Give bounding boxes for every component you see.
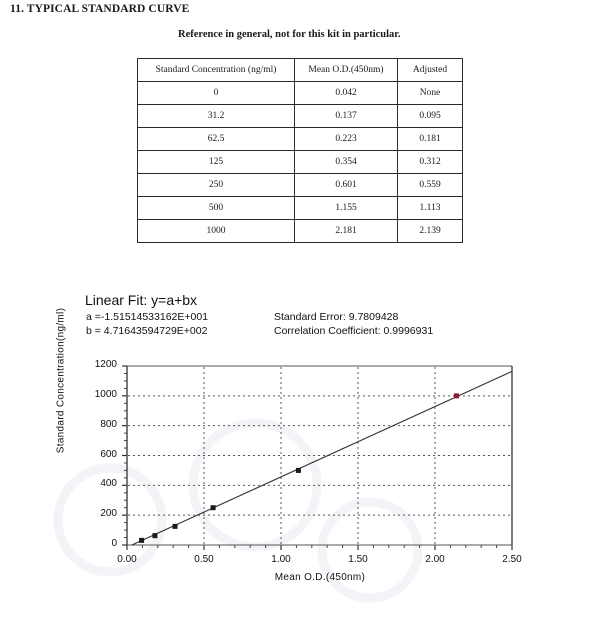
y-tick-label: 600: [100, 448, 117, 460]
linear-fit-coefficient-b: b = 4.71643594729E+002: [86, 325, 208, 337]
cell-concentration: 31.2: [138, 105, 295, 128]
cell-concentration: 62.5: [138, 128, 295, 151]
cell-adjusted: 0.095: [398, 105, 463, 128]
cell-adjusted: 1.113: [398, 197, 463, 220]
chart-gridlines: [128, 367, 511, 544]
cell-mean-od: 0.137: [295, 105, 398, 128]
x-tick-label: 1.50: [348, 554, 368, 565]
cell-concentration: 500: [138, 197, 295, 220]
cell-adjusted: 0.312: [398, 151, 463, 174]
linear-fit-title: Linear Fit: y=a+bx: [85, 292, 198, 308]
cell-mean-od: 0.042: [295, 82, 398, 105]
cell-adjusted: 2.139: [398, 220, 463, 243]
table-row: [138, 151, 463, 174]
column-header-adjusted: Adjusted: [398, 59, 463, 82]
cell-mean-od: 1.155: [295, 197, 398, 220]
table-row: [138, 128, 463, 151]
cell-concentration: 250: [138, 174, 295, 197]
table-row: [138, 105, 463, 128]
y-axis-label: Standard Concentration(ng/ml): [55, 307, 67, 454]
x-tick-label: 2.50: [502, 554, 522, 565]
column-header-concentration: Standard Concentration (ng/ml): [138, 59, 295, 82]
y-tick-label: 800: [100, 418, 117, 430]
x-tick-label: 1.00: [271, 554, 291, 565]
y-tick-label: 1000: [94, 388, 117, 400]
x-tick-label: 0.00: [117, 554, 137, 565]
x-tick-label: 2.00: [425, 554, 445, 565]
reference-note: Reference in general, not for this kit in particular.: [178, 29, 401, 40]
cell-adjusted: 0.181: [398, 128, 463, 151]
chart-minor-ticks: [124, 373, 497, 548]
cell-concentration: 0: [138, 82, 295, 105]
correlation-coefficient-value: Correlation Coefficient: 0.9996931: [274, 325, 434, 337]
y-tick-label: 200: [100, 508, 117, 520]
x-axis-label: Mean O.D.(450nm): [274, 572, 366, 583]
column-header-mean-od: Mean O.D.(450nm): [295, 59, 398, 82]
standard-error-value: Standard Error: 9.7809428: [274, 311, 399, 323]
cell-mean-od: 2.181: [295, 220, 398, 243]
page-title: 11. TYPICAL STANDARD CURVE: [10, 3, 190, 15]
y-tick-label: 400: [100, 478, 117, 490]
cell-mean-od: 0.223: [295, 128, 398, 151]
table-row: [138, 82, 463, 105]
y-tick-label: 1200: [94, 359, 117, 370]
cell-mean-od: 0.601: [295, 174, 398, 197]
cell-concentration: 125: [138, 151, 295, 174]
standard-curve-table: [137, 58, 463, 243]
x-tick-label: 0.50: [194, 554, 214, 565]
table-row: [138, 197, 463, 220]
table-row: [138, 220, 463, 243]
y-tick-label: 0: [111, 538, 117, 549]
table-row: [138, 174, 463, 197]
cell-concentration: 1000: [138, 220, 295, 243]
cell-adjusted: 0.559: [398, 174, 463, 197]
table-header-row: [138, 59, 463, 82]
cell-mean-od: 0.354: [295, 151, 398, 174]
cell-adjusted: None: [398, 82, 463, 105]
standard-curve-chart: [0, 350, 600, 600]
chart-canvas: [0, 350, 600, 600]
linear-fit-coefficient-a: a =-1.51514533162E+001: [86, 311, 209, 323]
